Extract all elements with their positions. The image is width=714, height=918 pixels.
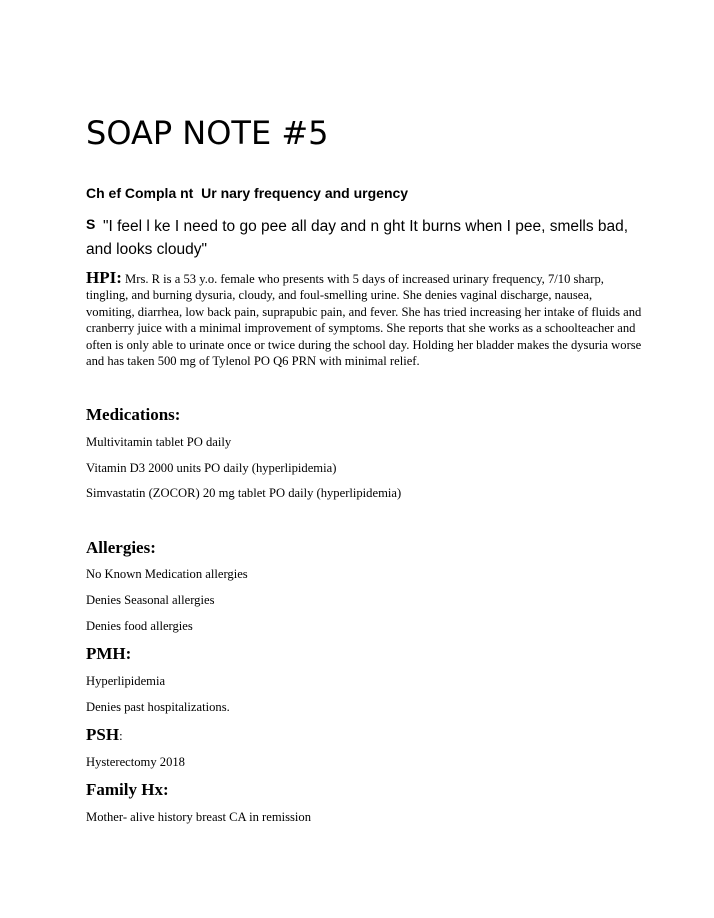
psh-item: Hysterectomy 2018 xyxy=(86,755,185,769)
psh-heading xyxy=(86,725,123,745)
pmh-item: Denies past hospitalizations. xyxy=(86,700,230,714)
family-hx-heading: Family Hx: xyxy=(86,780,169,799)
allergies-heading: Allergies: xyxy=(86,538,156,557)
pmh-item: Hyperlipidemia xyxy=(86,674,166,688)
chief-complaint-value: Ur nary frequency and urgency xyxy=(201,185,409,201)
allergy-item: Denies food allergies xyxy=(86,619,193,633)
subjective-quote-line-1: "I feel l ke I need to go pee all day and n ght It burns when I pee, smells bad, xyxy=(103,218,629,235)
hpi-paragraph xyxy=(86,270,642,369)
medication-item: Simvastatin (ZOCOR) 20 mg tablet PO daily (hyperlipidemia) xyxy=(86,486,402,500)
chief-complaint-line xyxy=(86,185,408,201)
psh-heading-colon: : xyxy=(119,729,123,743)
medications-heading: Medications: xyxy=(86,405,181,424)
hpi-text: Mrs. R is a 53 y.o. female who presents with 5 days of increased urinary frequency, 7/10 sharp, tingling, and burning dysuria, cloudy, and foul-smelling urine. She denies vaginal discharge, nausea, vomiting, diarrhea, low back pain, suprapubic pain, and fever. She has tried increasing her intake of fluids and cranberry juice with a minimal improvement of symptoms. She reports that she works as a schoolteacher and often is only able to urinate once or twice during the school day. Holding her bladder makes the dysuria worse and has taken 500 mg of Tylenol PO Q6 PRN with minimal relief. xyxy=(86,272,642,369)
subjective-quote-line-2: and looks cloudy" xyxy=(86,241,207,258)
allergy-item: Denies Seasonal allergies xyxy=(86,593,215,607)
psh-heading-text: PSH xyxy=(86,725,120,744)
chief-complaint-label: Ch ef Compla nt xyxy=(86,185,194,201)
medication-item: Multivitamin tablet PO daily xyxy=(86,435,232,449)
family-hx-item: Mother- alive history breast CA in remission xyxy=(86,810,312,824)
hpi-label: HPI: xyxy=(86,268,122,287)
document-title: SOAP NOTE #5 xyxy=(86,114,329,152)
pmh-heading: PMH: xyxy=(86,644,132,663)
allergy-item: No Known Medication allergies xyxy=(86,567,248,581)
medication-item: Vitamin D3 2000 units PO daily (hyperlipidemia) xyxy=(86,461,337,475)
subjective-label: S xyxy=(86,216,96,232)
